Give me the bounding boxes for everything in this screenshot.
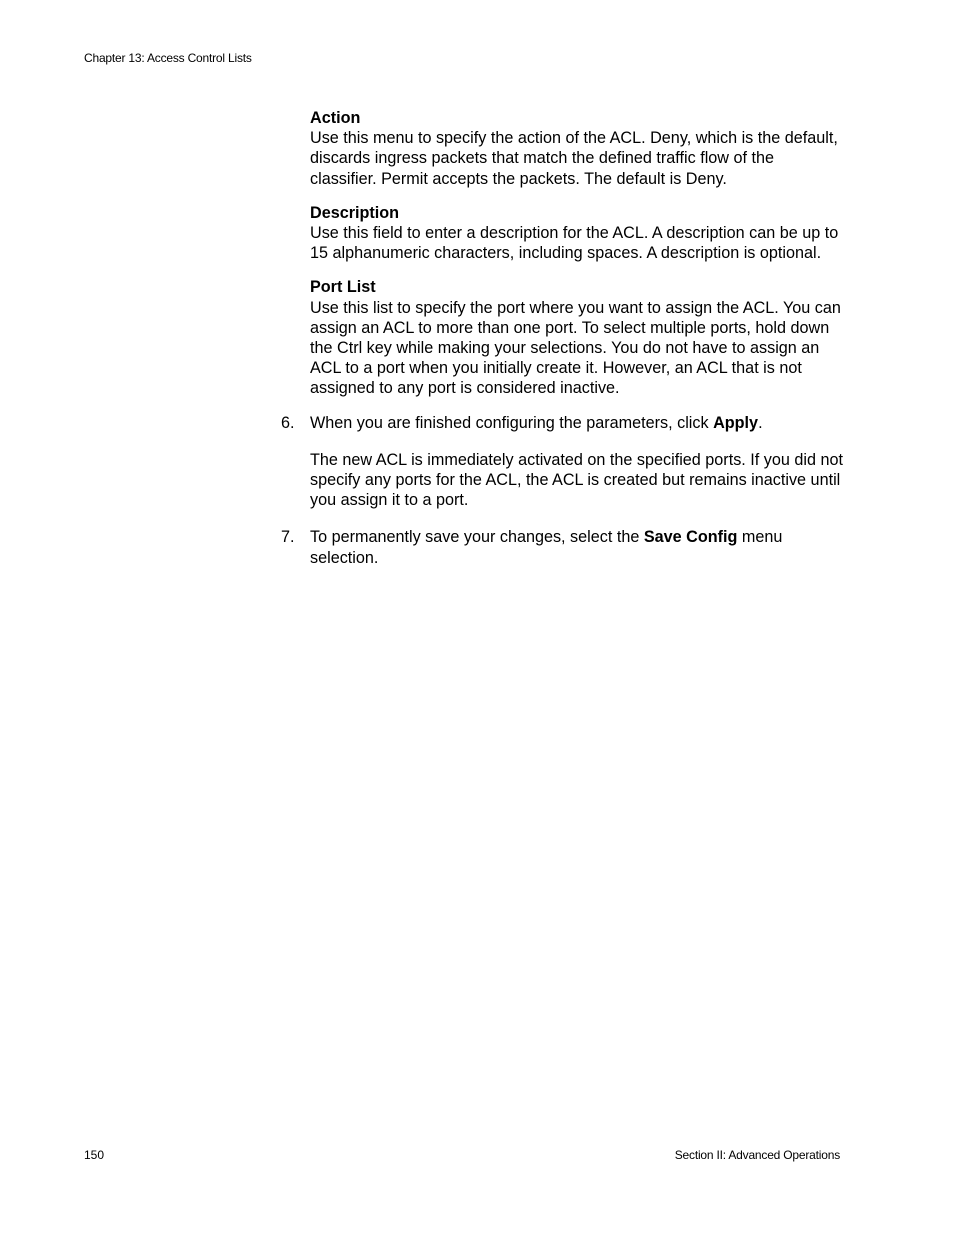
param-title: Port List (310, 278, 376, 297)
param-body: Use this menu to specify the action of the ACL. Deny, which is the default, discards ingress packets that match the defined traffic flow of the classifier. Permit accepts the packets. The default is Deny. (310, 129, 838, 188)
step-text-before: To permanently save your changes, select the (310, 528, 644, 547)
param-port-list (310, 277, 845, 398)
step-text (310, 413, 845, 433)
step-7 (281, 527, 845, 567)
step-text-after: menu selection. (310, 528, 783, 567)
step-number: 7. (281, 528, 295, 547)
param-description (310, 203, 845, 264)
param-body: Use this list to specify the port where you want to assign the ACL. You can assign an ACL to more than one port. To select multiple ports, hold down the Ctrl key while making your selections. You do not have to assign an ACL to a port when you initially create it. However, an ACL that is not assigned to any port is considered inactive. (310, 298, 841, 398)
apply-keyword: Apply (713, 413, 759, 432)
step-number: 6. (281, 413, 295, 432)
param-body: Use this field to enter a description for the ACL. A description can be up to 15 alphanumeric characters, including spaces. A description is optional. (310, 224, 839, 263)
step-text-after: . (758, 413, 763, 432)
main-content (281, 108, 845, 568)
page-number: 150 (84, 1148, 105, 1162)
param-title: Description (310, 203, 400, 222)
step-text-before: When you are finished configuring the parameters, click (310, 413, 714, 432)
step-6 (281, 413, 845, 511)
param-action (310, 108, 845, 189)
step-text (310, 527, 845, 567)
running-head: Chapter 13: Access Control Lists (84, 51, 252, 65)
step-note: The new ACL is immediately activated on the specified ports. If you did not specify any ports for the ACL, the ACL is created but remains inactive until you assign it to a port. (310, 450, 843, 510)
footer-section: Section II: Advanced Operations (674, 1148, 840, 1162)
param-title: Action (310, 109, 361, 127)
save-config-keyword: Save Config (643, 528, 738, 547)
